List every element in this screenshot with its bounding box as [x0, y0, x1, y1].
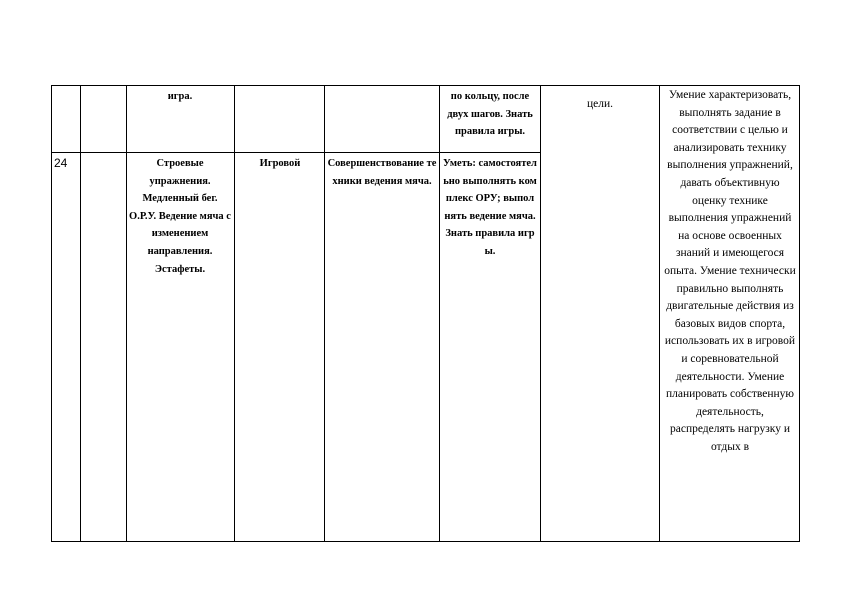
top-row-skills-cell: по кольцу, после двух шагов. Знать правила игры.	[447, 91, 533, 138]
top-row-content-cell: игра.	[167, 91, 193, 102]
top-row-goal-cell: цели.	[586, 98, 614, 110]
row24-type-cell: Игровой	[259, 158, 301, 169]
row-number: 24	[54, 156, 68, 170]
row24-skills-cell: Уметь: самостоятельно выполнять комплекс ОРУ; выполнять ведение мяча. Знать правила игры.	[443, 158, 537, 257]
uud-cell: Умение характеризовать, выполнять задание в соответствии с целью и анализировать технику выполнения упражнений, давать объективную оценку технике выполнения упражнений на основе освоенных знаний и имеющегося опыта. Умение технически правильно выполнять двигательные действия из базовых видов спорта, использовать их в игровой и соревновательной деятельности. Умение планировать собственную деятельность, распределять нагрузку и отдых в	[664, 89, 796, 453]
row24-topic-cell: Совершенствование техники ведения мяча.	[327, 158, 437, 187]
row24-content-cell: Строевые упражнения. Медленный бег. О.Р.У. Ведение мяча с изменением направления. Эстафеты.	[129, 158, 231, 275]
